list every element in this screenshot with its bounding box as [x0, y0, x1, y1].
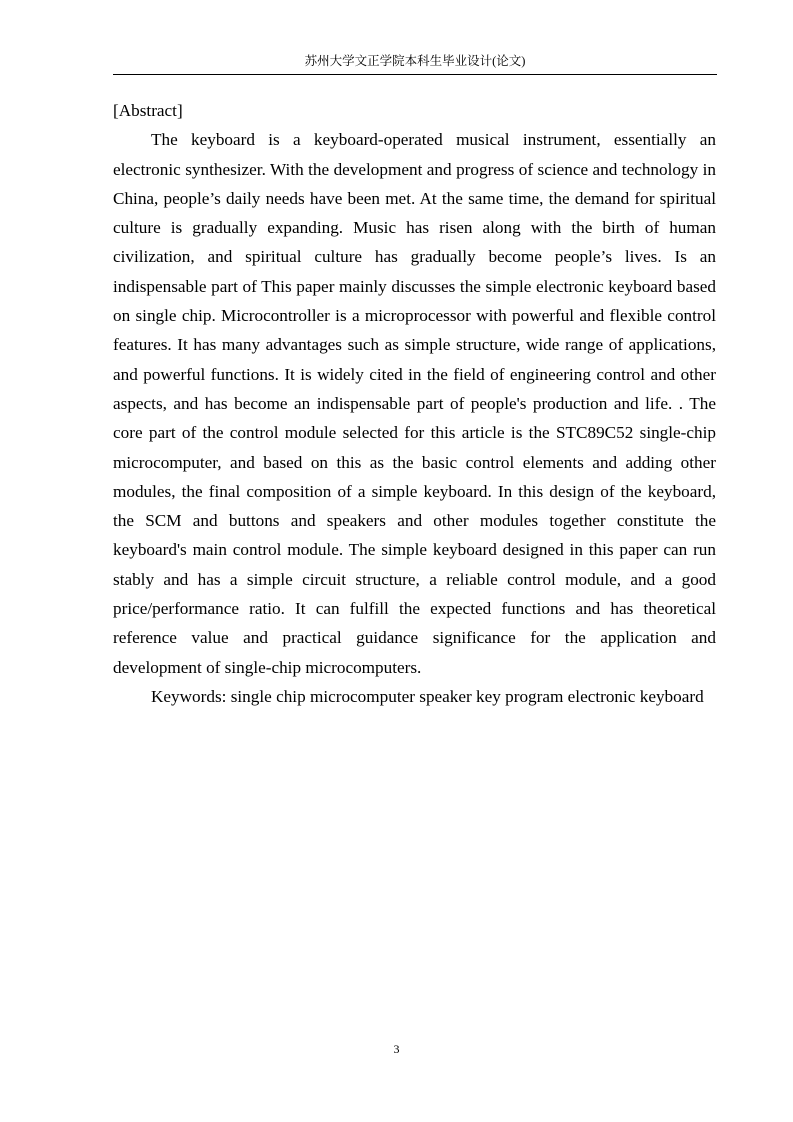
abstract-heading: [Abstract] [113, 101, 183, 120]
keywords-line: Keywords: single chip microcomputer speaker key program electronic keyboard [151, 686, 704, 706]
running-header: 苏州大学文正学院本科生毕业设计(论文) [113, 52, 717, 75]
page-number: 3 [393, 1042, 400, 1056]
abstract-body: The keyboard is a keyboard-operated musical instrument, essentially an electronic synthesizer. With the development and progress of science and technology in China, people’s daily needs have been met. At the same time, the demand for spiritual culture is gradually expanding. Music has risen along with the birth of human civilization, and spiritual culture has gradually become people’s lives. Is an indispensable part of This paper mainly discusses the simple electronic keyboard based on single chip. Microcontroller is a microprocessor with powerful and flexible control features. It has many advantages such as simple structure, wide range of applications, and powerful functions. It is widely cited in the field of engineering control and other aspects, and has become an indispensable part of people's production and life. . The core part of the control module selected for this article is the STC89C52 single-chip microcomputer, and based on this as the basic control elements and adding other modules, the final composition of a simple keyboard. In this design of the keyboard, the SCM and buttons and speakers and other modules together constitute the keyboard's main control module. The simple keyboard designed in this paper can run stably and has a simple circuit structure, a reliable control module, and a good price/performance ratio. It can fulfill the expected functions and has theoretical reference value and practical guidance significance for the application and development of single-chip microcomputers. [113, 130, 716, 677]
abstract-section [113, 96, 716, 711]
